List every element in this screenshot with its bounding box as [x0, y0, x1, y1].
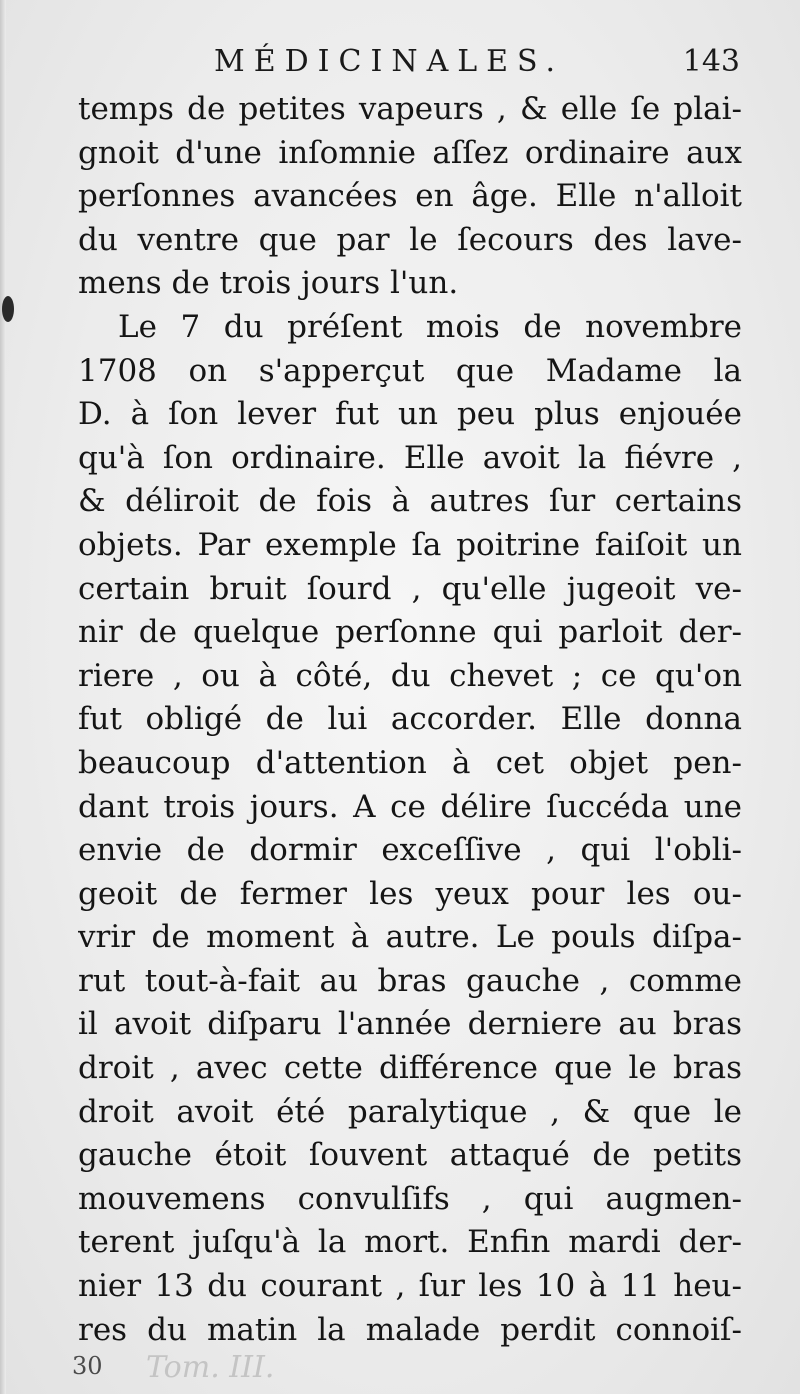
text-line: mens de trois jours l'un.: [78, 265, 459, 302]
text-line: qu'à ſon ordinaire. Elle avoit la fiévre ,: [78, 439, 742, 476]
text-line: mouvemens convulſifs , qui augmen-: [78, 1180, 742, 1217]
page-number: 143: [682, 44, 740, 79]
text-line: fut obligé de lui accorder. Elle donna: [78, 701, 742, 738]
text-line: rut tout-à-fait au bras gauche , comme: [78, 962, 742, 999]
binding-ink-spot: [2, 296, 14, 322]
paragraph-first-line: Le 7 du préſent mois de novembre: [118, 308, 742, 345]
page-left-edge: [0, 0, 6, 1394]
running-head: MÉDICINALES.: [214, 44, 565, 79]
text-line: temps de petites vapeurs , & elle ſe plai-: [78, 91, 742, 127]
text-line: nir de quelque perſonne qui parloit der-: [78, 614, 742, 651]
text-line: & déliroit de fois à autres ſur certains: [78, 483, 742, 520]
text-line: objets. Par exemple ſa poitrine faiſoit un: [78, 526, 742, 563]
text-line: 1708 on s'apperçut que Madame la: [78, 352, 742, 389]
page-header: [78, 44, 746, 88]
text-line: beaucoup d'attention à cet objet pen-: [78, 744, 742, 781]
text-line: du ventre que par le ſecours des lave-: [78, 221, 742, 258]
signature-mark: 30: [72, 1352, 103, 1380]
text-line: res du matin la malade perdit connoiſ-: [78, 1311, 742, 1348]
text-line: gauche étoit ſouvent attaqué de petits: [78, 1137, 742, 1174]
text-line: riere , ou à côté, du chevet ; ce qu'on: [78, 657, 742, 694]
text-line: D. à ſon lever fut un peu plus enjouée: [78, 396, 742, 433]
text-line: geoit de fermer les yeux pour les ou-: [78, 875, 742, 912]
text-line: droit , avec cette différence que le bras: [78, 1050, 742, 1087]
text-line: dant trois jours. A ce délire ſuccéda une: [78, 788, 742, 825]
text-line: il avoit diſparu l'année derniere au bras: [78, 1006, 742, 1043]
text-line: vrir de moment à autre. Le pouls diſpa-: [78, 919, 742, 956]
body-text: [78, 88, 742, 1352]
bleed-through-text: Tom. III.: [146, 1350, 275, 1385]
text-line: nier 13 du courant , ſur les 10 à 11 heu-: [78, 1268, 742, 1305]
text-line: terent juſqu'à la mort. Enfin mardi der-: [78, 1224, 742, 1261]
text-line: perſonnes avancées en âge. Elle n'alloit: [78, 178, 742, 215]
text-line: certain bruit ſourd , qu'elle jugeoit ve-: [78, 570, 742, 607]
text-line: envie de dormir exceſſive , qui l'obli-: [78, 832, 742, 869]
text-line: droit avoit été paralytique , & que le: [78, 1093, 742, 1130]
page-footer: [72, 1352, 672, 1388]
text-line: gnoit d'une inſomnie aſſez ordinaire aux: [78, 134, 742, 171]
